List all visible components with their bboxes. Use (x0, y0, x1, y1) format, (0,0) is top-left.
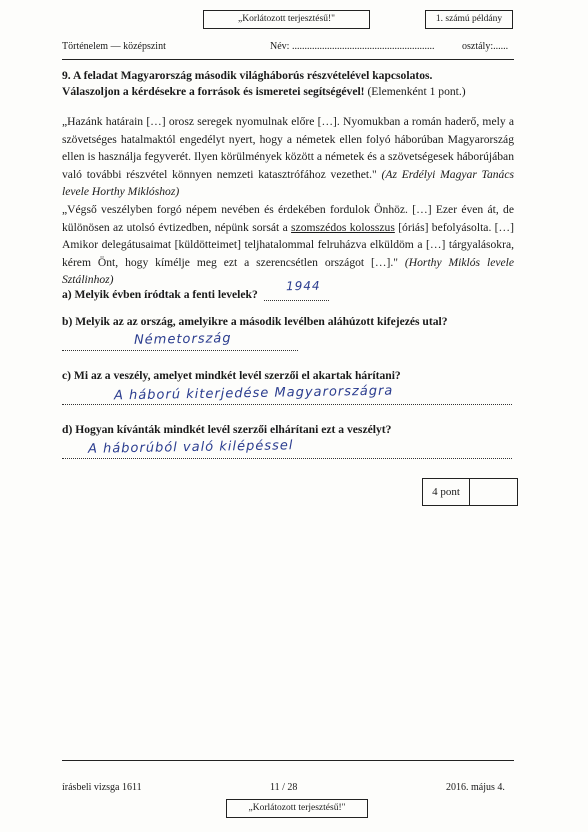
question-b: b) Melyik az az ország, amelyikre a második levélben aláhúzott kifejezés utal? (62, 315, 448, 328)
answer-a-line[interactable] (264, 300, 329, 301)
answer-d-handwriting: A háborúból való kilépéssel (87, 438, 294, 457)
restricted-stamp-bottom: „Korlátozott terjesztésű!" (226, 799, 368, 818)
task-instruction (62, 84, 514, 100)
exam-code: írásbeli vizsga 1611 (62, 782, 142, 793)
points-score-cell[interactable] (470, 479, 517, 505)
question-c: c) Mi az a veszély, amelyet mindkét levél szerzői el akartak hárítani? (62, 369, 401, 382)
points-box (422, 478, 518, 506)
answer-b-line[interactable] (62, 350, 298, 351)
footer-rule (62, 760, 514, 761)
answer-d-line[interactable] (62, 458, 512, 459)
page-number: 11 / 28 (270, 782, 298, 793)
answer-b-handwriting: Németország (133, 331, 232, 348)
source-1 (62, 113, 514, 201)
header-rule (62, 59, 514, 60)
task-title: 9. A feladat Magyarország második világháborús részvételével kapcsolatos. (62, 69, 433, 82)
exam-date: 2016. május 4. (446, 782, 505, 793)
source-1-text: „Hazánk határain […] orosz seregek nyomulnak előre […]. Nyomukban a román haderő, mely a szövetséges hatalmaktól engedélyt nyert, hogy a németek ellen folyó háborúban Magyarország ellen is használja fegyverét. Ilyen körülmények között a németek és a szövetségesek háborújában való további részvétel könnyen nemzeti katasztrófához vezethet." (62, 115, 514, 181)
instruction-bold: Válaszoljon a kérdésekre a források és ismeretei segítségével! (62, 85, 365, 98)
question-a: a) Melyik évben íródtak a fenti levelek? (62, 288, 258, 301)
points-label: 4 pont (423, 479, 470, 505)
instruction-normal: (Elemenként 1 pont.) (364, 85, 466, 98)
source-2 (62, 201, 514, 289)
restricted-stamp-top: „Korlátozott terjesztésű!" (203, 10, 370, 29)
copy-number-box: 1. számú példány (425, 10, 513, 29)
source-1-citation: (Az Erdélyi Magyar Tanács levele Horthy Miklóshoz) (62, 167, 514, 199)
source-2-text-b: [óriás] befolyásolta. […] Amikor delegátusaimat [küldötteimet] teljhatalommal felruházva elküldöm a […] tárgyalásokra, kérem Önt, hogy kímélje meg ezt a szerencsétlen országot […]." (62, 220, 514, 269)
name-field-label: Név: ......................................................... (270, 41, 435, 52)
question-d: d) Hogyan kívánták mindkét levél szerzői elhárítani ezt a veszélyt? (62, 423, 392, 436)
answer-c-line[interactable] (62, 404, 512, 405)
subject-label: Történelem — középszint (62, 41, 166, 52)
source-2-text-a: „Végső veszélyben forgó népem nevében és érdekében fordulok Önhöz. […] Ezer éven át, de különösen az utolsó évtizedben, népünk sorsát a (62, 203, 514, 234)
answer-c-handwriting: A háború kiterjedése Magyarországra (113, 383, 394, 404)
source-2-citation: (Horthy Miklós levele Sztálinhoz) (62, 255, 515, 287)
answer-a-handwriting: 1944 (285, 278, 321, 294)
class-field-label: osztály:...... (462, 41, 509, 52)
underlined-phrase: szomszédos kolosszus (291, 220, 395, 234)
